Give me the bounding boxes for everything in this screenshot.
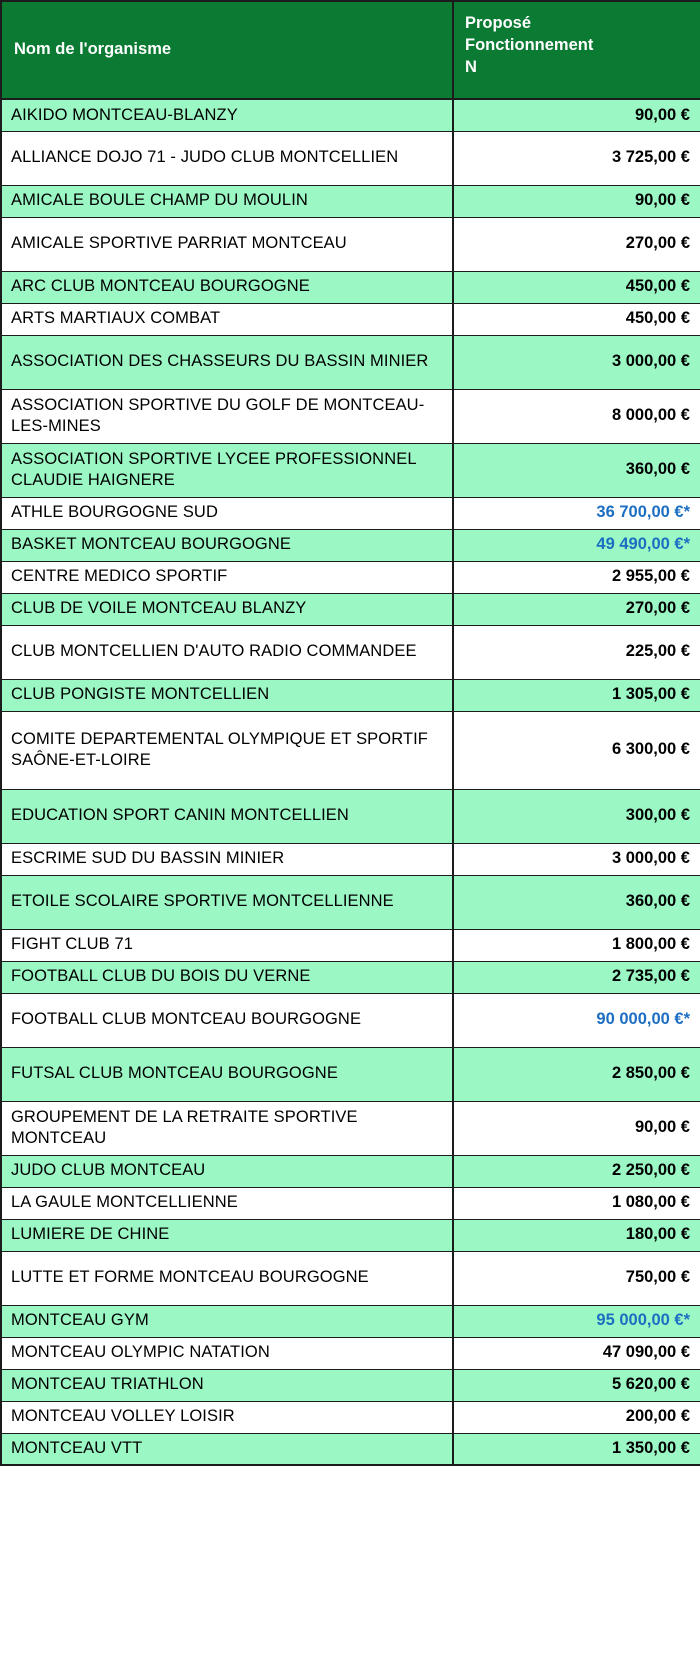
cell-organisation-name: FIGHT CLUB 71 xyxy=(1,929,453,961)
cell-organisation-name: ARC CLUB MONTCEAU BOURGOGNE xyxy=(1,271,453,303)
cell-organisation-name: AMICALE SPORTIVE PARRIAT MONTCEAU xyxy=(1,217,453,271)
cell-organisation-name: FUTSAL CLUB MONTCEAU BOURGOGNE xyxy=(1,1047,453,1101)
column-header-organisation-name: Nom de l'organisme xyxy=(1,1,453,99)
cell-proposed-funding: 750,00 € xyxy=(453,1251,700,1305)
cell-organisation-name: EDUCATION SPORT CANIN MONTCELLIEN xyxy=(1,789,453,843)
cell-organisation-name: BASKET MONTCEAU BOURGOGNE xyxy=(1,529,453,561)
cell-organisation-name: FOOTBALL CLUB DU BOIS DU VERNE xyxy=(1,961,453,993)
cell-proposed-funding: 450,00 € xyxy=(453,303,700,335)
cell-proposed-funding: 3 000,00 € xyxy=(453,843,700,875)
cell-organisation-name: MONTCEAU GYM xyxy=(1,1305,453,1337)
table-header-row xyxy=(1,1,700,99)
cell-proposed-funding: 5 620,00 € xyxy=(453,1369,700,1401)
cell-organisation-name: CENTRE MEDICO SPORTIF xyxy=(1,561,453,593)
cell-organisation-name: ESCRIME SUD DU BASSIN MINIER xyxy=(1,843,453,875)
table-row xyxy=(1,271,700,303)
table-row xyxy=(1,1401,700,1433)
cell-proposed-funding: 2 735,00 € xyxy=(453,961,700,993)
table-row xyxy=(1,843,700,875)
cell-organisation-name: COMITE DEPARTEMENTAL OLYMPIQUE ET SPORTIF SAÔNE-ET-LOIRE xyxy=(1,711,453,789)
table-row xyxy=(1,961,700,993)
table-row xyxy=(1,1369,700,1401)
cell-proposed-funding: 1 350,00 € xyxy=(453,1433,700,1465)
cell-organisation-name: CLUB PONGISTE MONTCELLIEN xyxy=(1,679,453,711)
cell-organisation-name: LUMIERE DE CHINE xyxy=(1,1219,453,1251)
cell-proposed-funding: 3 000,00 € xyxy=(453,335,700,389)
table-row xyxy=(1,389,700,443)
table-row xyxy=(1,1047,700,1101)
cell-organisation-name: LA GAULE MONTCELLIENNE xyxy=(1,1187,453,1219)
table-row xyxy=(1,593,700,625)
column-header-line-2: Fonctionnement xyxy=(465,35,594,54)
cell-proposed-funding: 47 090,00 € xyxy=(453,1337,700,1369)
table-row xyxy=(1,99,700,131)
cell-proposed-funding: 200,00 € xyxy=(453,1401,700,1433)
cell-proposed-funding: 6 300,00 € xyxy=(453,711,700,789)
cell-proposed-funding: 270,00 € xyxy=(453,593,700,625)
cell-organisation-name: ARTS MARTIAUX COMBAT xyxy=(1,303,453,335)
cell-organisation-name: ALLIANCE DOJO 71 - JUDO CLUB MONTCELLIEN xyxy=(1,131,453,185)
cell-organisation-name: MONTCEAU VTT xyxy=(1,1433,453,1465)
cell-proposed-funding: 180,00 € xyxy=(453,1219,700,1251)
cell-organisation-name: ASSOCIATION DES CHASSEURS DU BASSIN MINIER xyxy=(1,335,453,389)
cell-proposed-funding: 360,00 € xyxy=(453,875,700,929)
cell-proposed-funding: 1 080,00 € xyxy=(453,1187,700,1219)
cell-proposed-funding: 360,00 € xyxy=(453,443,700,497)
table-row xyxy=(1,625,700,679)
table-row xyxy=(1,303,700,335)
cell-proposed-funding: 225,00 € xyxy=(453,625,700,679)
table-header xyxy=(1,1,700,99)
table-row xyxy=(1,875,700,929)
cell-proposed-funding: 36 700,00 €* xyxy=(453,497,700,529)
cell-organisation-name: ASSOCIATION SPORTIVE DU GOLF DE MONTCEAU-LES-MINES xyxy=(1,389,453,443)
table-row xyxy=(1,679,700,711)
cell-proposed-funding: 2 250,00 € xyxy=(453,1155,700,1187)
cell-organisation-name: AMICALE BOULE CHAMP DU MOULIN xyxy=(1,185,453,217)
cell-proposed-funding: 95 000,00 €* xyxy=(453,1305,700,1337)
table-row xyxy=(1,1101,700,1155)
cell-proposed-funding: 49 490,00 €* xyxy=(453,529,700,561)
cell-organisation-name: MONTCEAU TRIATHLON xyxy=(1,1369,453,1401)
cell-proposed-funding: 90,00 € xyxy=(453,1101,700,1155)
table-body xyxy=(1,99,700,1465)
table-row xyxy=(1,1337,700,1369)
table-row xyxy=(1,993,700,1047)
cell-organisation-name: CLUB MONTCELLIEN D'AUTO RADIO COMMANDEE xyxy=(1,625,453,679)
cell-organisation-name: AIKIDO MONTCEAU-BLANZY xyxy=(1,99,453,131)
cell-organisation-name: MONTCEAU OLYMPIC NATATION xyxy=(1,1337,453,1369)
cell-organisation-name: GROUPEMENT DE LA RETRAITE SPORTIVE MONTCEAU xyxy=(1,1101,453,1155)
table-row xyxy=(1,443,700,497)
cell-proposed-funding: 1 305,00 € xyxy=(453,679,700,711)
cell-proposed-funding: 8 000,00 € xyxy=(453,389,700,443)
cell-proposed-funding: 90,00 € xyxy=(453,99,700,131)
cell-organisation-name: MONTCEAU VOLLEY LOISIR xyxy=(1,1401,453,1433)
table-row xyxy=(1,335,700,389)
table-row xyxy=(1,1305,700,1337)
table-row xyxy=(1,929,700,961)
cell-organisation-name: LUTTE ET FORME MONTCEAU BOURGOGNE xyxy=(1,1251,453,1305)
cell-proposed-funding: 1 800,00 € xyxy=(453,929,700,961)
cell-organisation-name: CLUB DE VOILE MONTCEAU BLANZY xyxy=(1,593,453,625)
table-row xyxy=(1,185,700,217)
table-row xyxy=(1,131,700,185)
table-row xyxy=(1,711,700,789)
cell-proposed-funding: 450,00 € xyxy=(453,271,700,303)
table-row xyxy=(1,497,700,529)
cell-proposed-funding: 2 850,00 € xyxy=(453,1047,700,1101)
table-row xyxy=(1,561,700,593)
table-row xyxy=(1,789,700,843)
cell-proposed-funding: 270,00 € xyxy=(453,217,700,271)
cell-proposed-funding: 90 000,00 €* xyxy=(453,993,700,1047)
cell-proposed-funding: 300,00 € xyxy=(453,789,700,843)
cell-proposed-funding: 3 725,00 € xyxy=(453,131,700,185)
cell-organisation-name: JUDO CLUB MONTCEAU xyxy=(1,1155,453,1187)
column-header-line-3: N xyxy=(465,57,477,76)
cell-proposed-funding: 2 955,00 € xyxy=(453,561,700,593)
table-row xyxy=(1,1219,700,1251)
cell-organisation-name: ATHLE BOURGOGNE SUD xyxy=(1,497,453,529)
column-header-line-1: Proposé xyxy=(465,14,532,32)
table-row xyxy=(1,1251,700,1305)
table-row xyxy=(1,1155,700,1187)
cell-organisation-name: ETOILE SCOLAIRE SPORTIVE MONTCELLIENNE xyxy=(1,875,453,929)
cell-organisation-name: ASSOCIATION SPORTIVE LYCEE PROFESSIONNEL CLAUDIE HAIGNERE xyxy=(1,443,453,497)
table-row xyxy=(1,217,700,271)
table-row xyxy=(1,529,700,561)
table-row xyxy=(1,1433,700,1465)
cell-proposed-funding: 90,00 € xyxy=(453,185,700,217)
column-header-proposed-funding xyxy=(453,1,700,99)
table-row xyxy=(1,1187,700,1219)
cell-organisation-name: FOOTBALL CLUB MONTCEAU BOURGOGNE xyxy=(1,993,453,1047)
